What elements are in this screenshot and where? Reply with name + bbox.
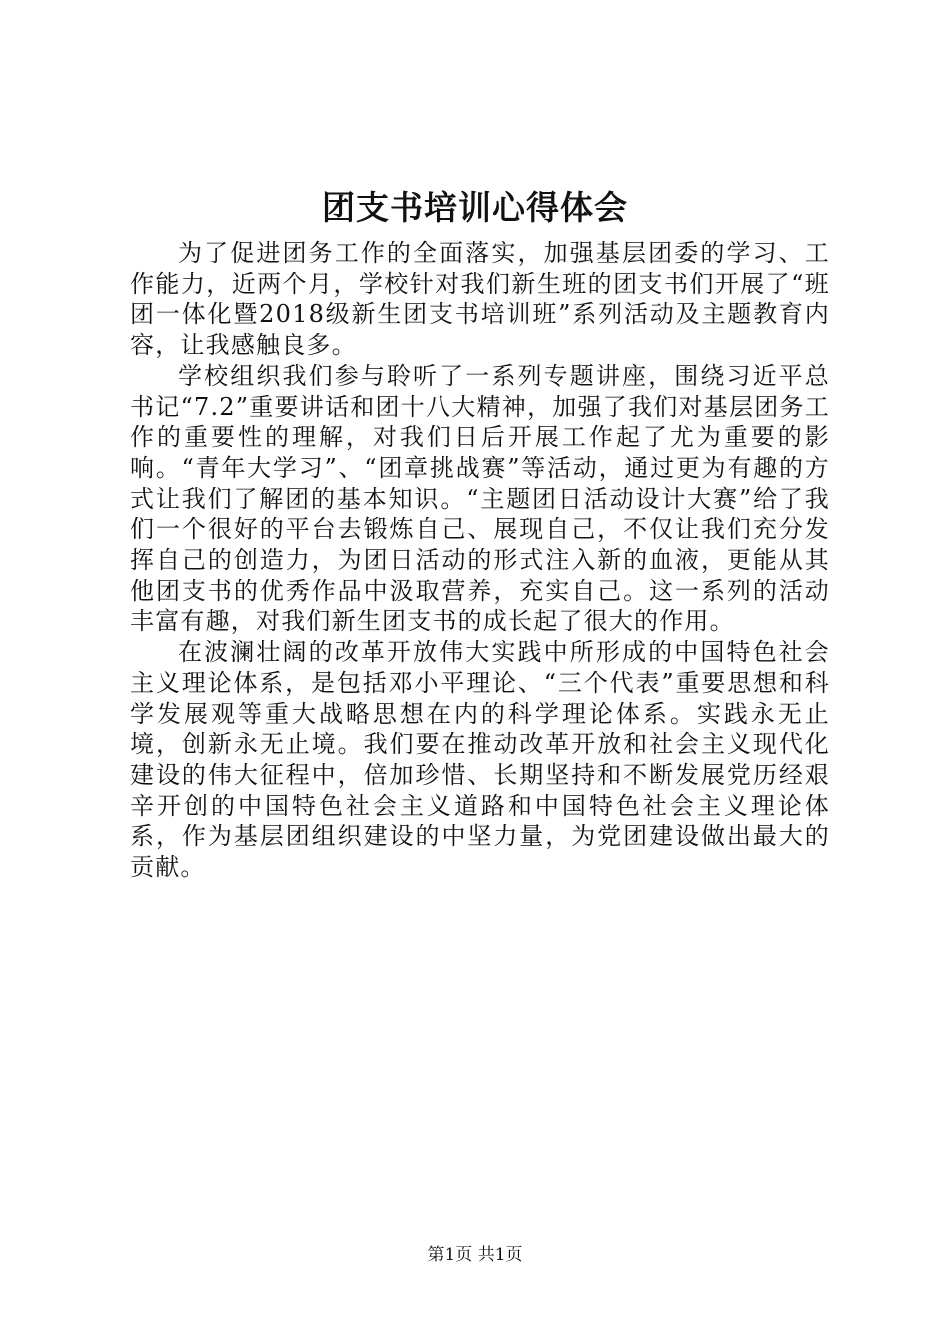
- paragraph: 为了促进团务工作的全面落实，加强基层团委的学习、工作能力，近两个月，学校针对我们新生班的团支书们开展了“班团一体化暨2018级新生团支书培训班”系列活动及主题教育内容，让我感触良多。: [130, 239, 830, 360]
- paragraph: 在波澜壮阔的改革开放伟大实践中所形成的中国特色社会主义理论体系，是包括邓小平理论、“三个代表”重要思想和科学发展观等重大战略思想在内的科学理论体系。实践永无止境，创新永无止境。我们要在推动改革开放和社会主义现代化建设的伟大征程中，倍加珍惜、长期坚持和不断发展党历经艰辛开创的中国特色社会主义道路和中国特色社会主义理论体系，作为基层团组织建设的中坚力量，为党团建设做出最大的贡献。: [130, 638, 830, 882]
- document-title: 团支书培训心得体会: [322, 188, 628, 227]
- paragraph: 学校组织我们参与聆听了一系列专题讲座，围绕习近平总书记“7.2”重要讲话和团十八大精神，加强了我们对基层团务工作的重要性的理解，对我们日后开展工作起了尤为重要的影响。“青年大学习”、“团章挑战赛”等活动，通过更为有趣的方式让我们了解团的基本知识。“主题团日活动设计大赛”给了我们一个很好的平台去锻炼自己、展现自己，不仅让我们充分发挥自己的创造力，为团日活动的形式注入新的血液，更能从其他团支书的优秀作品中汲取营养，充实自己。这一系列的活动丰富有趣，对我们新生团支书的成长起了很大的作用。: [130, 361, 830, 636]
- page-number-footer: 第1页 共1页: [427, 1245, 523, 1265]
- document-body: [130, 238, 830, 883]
